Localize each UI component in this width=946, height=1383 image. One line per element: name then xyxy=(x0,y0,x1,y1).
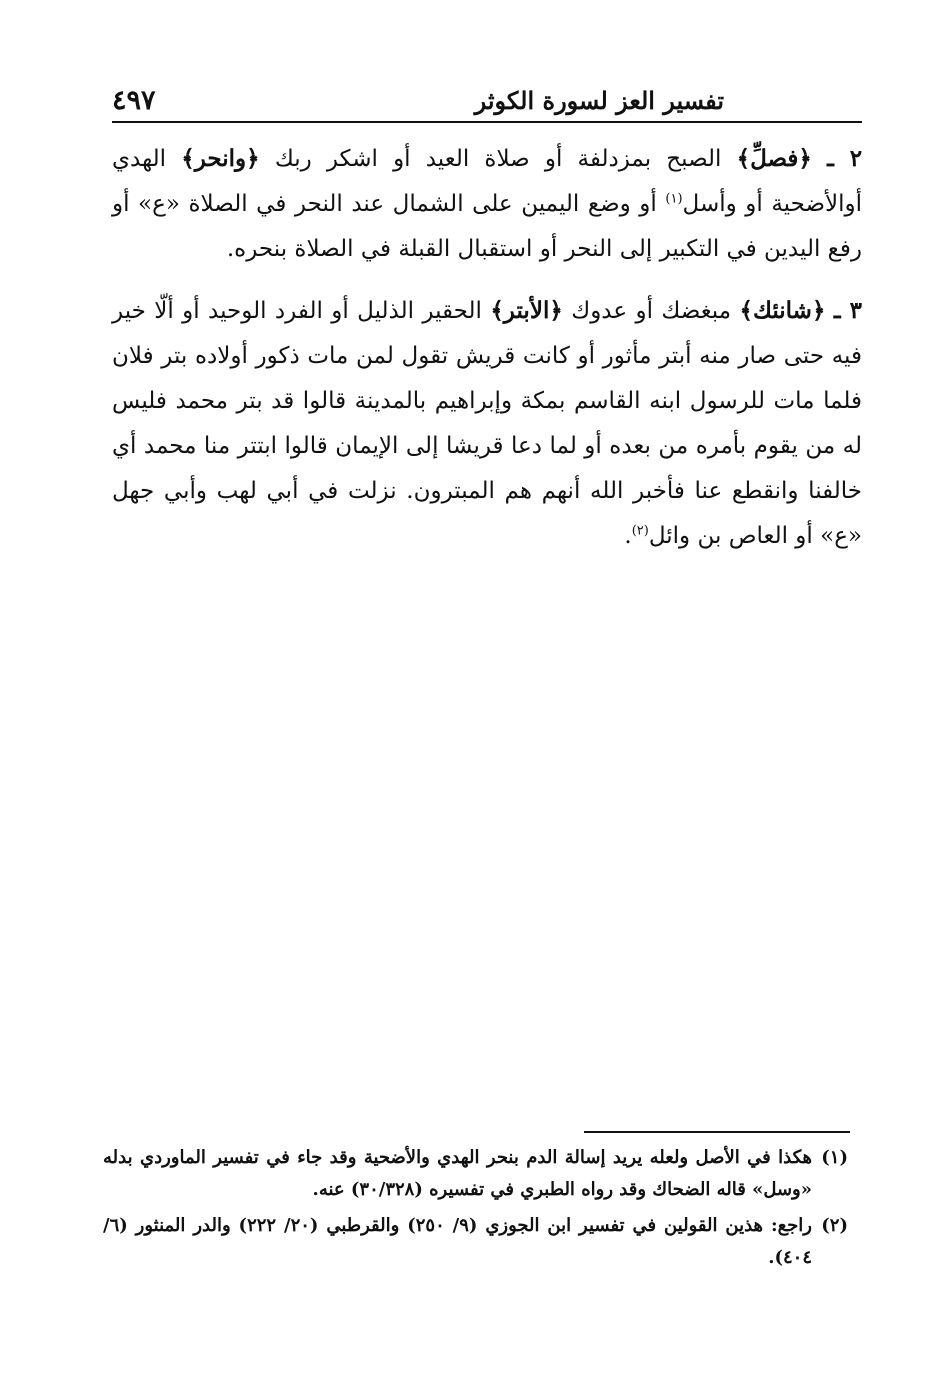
quranic-term: ﴿وانحر﴾ xyxy=(181,145,260,172)
footnote-text: راجع: هذين القولين في تفسير ابن الجوزي (٩/ ٢٥٠) والقرطبي (٢٠/ ٢٢٢) والدر المنثور (٦/ ٤٠٤). xyxy=(103,1215,812,1268)
quranic-term: ﴿الأبتر﴾ xyxy=(490,297,563,324)
entry-text: الحقير الذليل أو الفرد الوحيد أو ألّا خير فيه حتى صار منه أبتر مأثور أو كانت قريش تقول لمن مات ذكور أولاده بتر فلان فلما مات للرسول ابنه القاسم بمكة وإبراهيم بالمدينة قالوا قد بتر محمد فليس له من يقوم بأمره من بعده أو لما دعا قريشا إلى الإيمان قالوا ابتتر منا محمد أي خالفنا وانقطع عنا فأخبر الله أنهم هم المبترون. نزلت في أبي لهب وأبي جهل «ع» أو العاص بن وائل xyxy=(112,298,862,549)
footnote-marker: (٢) xyxy=(821,1215,848,1236)
entry-text: الصبح بمزدلفة أو صلاة العيد أو اشكر ربك xyxy=(274,146,722,172)
entry-text: مبغضك أو عدوك xyxy=(571,298,732,324)
entry-number: ٢ ـ xyxy=(827,145,863,172)
footnote-reference: (١) xyxy=(665,191,683,207)
entry-text: . xyxy=(624,523,632,549)
entry-text: الهدي أوالأضحية أو وأسل xyxy=(112,146,862,217)
entry-text: أو وضع اليمين على الشمال عند النحر في الصلاة «ع» أو رفع اليدين في التكبير إلى النحر أو استقبال القبلة في الصلاة بنحره. xyxy=(112,191,862,262)
quranic-term: ﴿فصلِّ﴾ xyxy=(736,145,812,172)
footnote-text: هكذا في الأصل ولعله يريد إسالة الدم بنحر الهدي والأضحية وقد جاء في تفسير الماوردي بدله «وسل» قاله الضحاك وقد رواه الطبري في تفسيره (٣٠/٣٢٨) عنه. xyxy=(103,1147,812,1200)
footnote-reference: (٢) xyxy=(631,523,649,539)
header-rule xyxy=(112,121,862,123)
quranic-term: ﴿شانئك﴾ xyxy=(739,297,826,324)
running-title: تفسير العز لسورة الكوثر xyxy=(474,86,724,115)
body-text xyxy=(112,136,862,575)
entry-paragraph xyxy=(112,136,862,272)
page-number: ٤٩٧ xyxy=(112,85,156,116)
footnote-rule xyxy=(584,1131,850,1133)
footnote xyxy=(103,1142,848,1206)
entry-number: ٣ ـ xyxy=(833,297,863,324)
footnote xyxy=(103,1210,848,1274)
footnotes xyxy=(103,1142,848,1278)
entry-paragraph xyxy=(112,288,862,559)
footnote-marker: (١) xyxy=(821,1147,848,1168)
